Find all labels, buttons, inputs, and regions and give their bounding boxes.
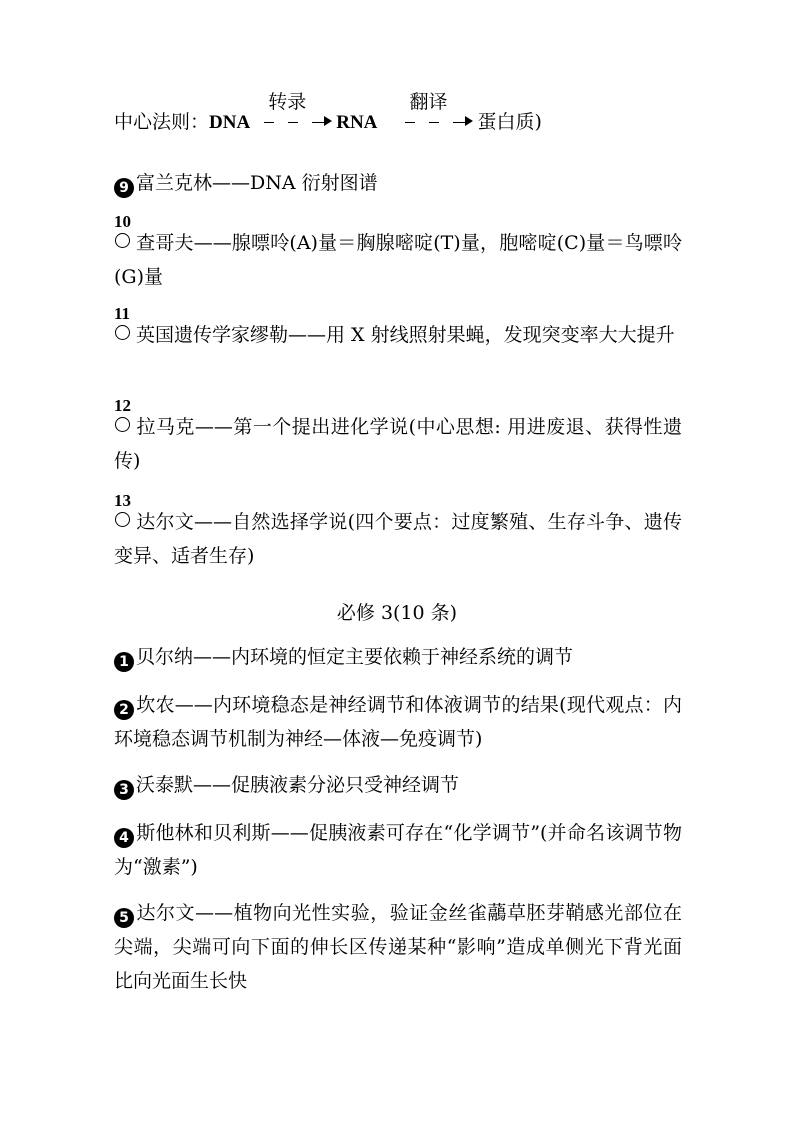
list-item — [114, 896, 682, 998]
list-item-text: 斯他林和贝利斯——促胰液素可存在“化学调节”(并命名该调节物为“激素”) — [114, 822, 682, 878]
filled-number-marker: 5 — [114, 908, 134, 928]
list-item-text: 达尔文——自然选择学说(四个要点：过度繁殖、生存斗争、遗传变异、适者生存) — [114, 511, 682, 567]
list-item — [114, 491, 682, 573]
translation-arrow — [401, 91, 473, 134]
circled-number-marker: 13 — [114, 508, 134, 530]
circled-number-marker: 11 — [114, 321, 134, 343]
filled-number-marker: 3 — [114, 780, 134, 800]
section-title: 必修 3(10 条) — [336, 602, 458, 624]
list-item — [114, 212, 682, 294]
dogma-protein: 蛋白质) — [477, 111, 542, 133]
central-dogma-line — [114, 91, 542, 135]
list-item — [114, 640, 682, 674]
list-item-text: 富兰克林——DNA 衍射图谱 — [136, 172, 378, 194]
filled-number-marker: 2 — [114, 700, 134, 720]
list-item — [114, 166, 682, 200]
transcription-label: 转录 — [268, 91, 307, 113]
dogma-rna: RNA — [336, 112, 378, 133]
list-item-text: 达尔文——植物向光性实验，验证金丝雀虉草胚芽鞘感光部位在尖端，尖端可向下面的伸长区传递某种“影响”造成单侧光下背光面比向光面生长快 — [114, 902, 682, 992]
list-item-text: 坎农——内环境稳态是神经调节和体液调节的结果(现代观点：内环境稳态调节机制为神经—体液—免疫调节) — [114, 694, 682, 750]
list-item-text: 沃泰默——促胰液素分泌只受神经调节 — [136, 774, 460, 796]
list-item — [114, 688, 682, 756]
list-item-text: 查哥夫——腺嘌呤(A)量＝胸腺嘧啶(T)量，胞嘧啶(C)量＝鸟嘌呤(G)量 — [114, 232, 682, 288]
list-item — [114, 816, 682, 884]
translation-label: 翻译 — [409, 91, 448, 113]
transcription-arrow — [260, 91, 332, 134]
filled-number-marker: 1 — [114, 652, 134, 672]
list-item — [114, 768, 682, 802]
list-item — [114, 304, 682, 352]
dogma-prefix: 中心法则： — [114, 111, 210, 133]
filled-number-marker: 9 — [114, 178, 134, 198]
circled-number-marker: 10 — [114, 229, 134, 251]
circled-number-marker: 12 — [114, 413, 134, 435]
list-item-text: 贝尔纳——内环境的恒定主要依赖于神经系统的调节 — [136, 646, 574, 668]
dogma-dna: DNA — [209, 112, 251, 133]
list-item-text: 拉马克——第一个提出进化学说(中心思想: 用进废退、获得性遗传) — [114, 416, 682, 472]
list-item-text: 英国遗传学家缪勒——用 X 射线照射果蝇，发现突变率大大提升 — [136, 324, 675, 346]
list-item — [114, 396, 682, 478]
filled-number-marker: 4 — [114, 828, 134, 848]
